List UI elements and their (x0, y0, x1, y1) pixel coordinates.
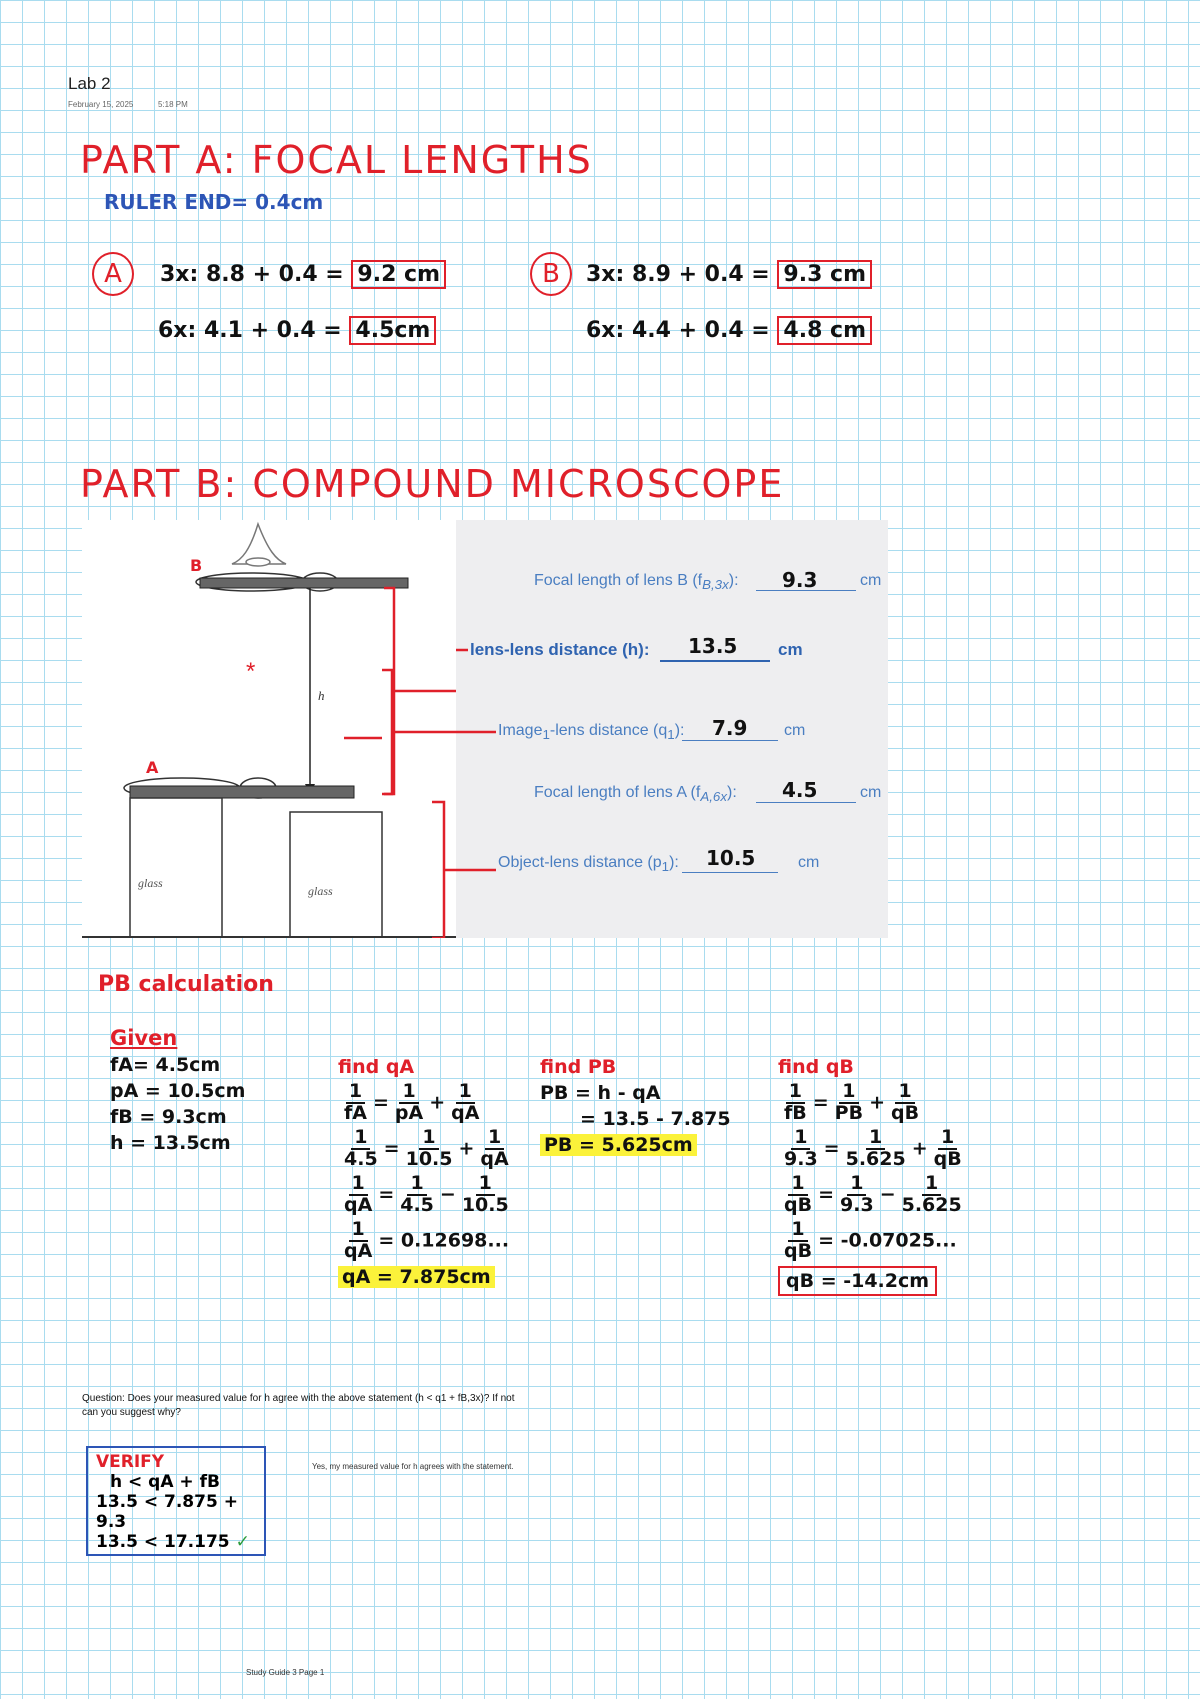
glass-block-left (130, 798, 222, 938)
lens-b-3x-equation (586, 262, 872, 287)
lens-a-3x-prefix: 3x: 8.8 + 0.4 = (160, 262, 344, 287)
calc-title: PB calculation (98, 972, 274, 997)
glass-label-left: glass (138, 876, 163, 890)
qa-approx: = 0.12698... (378, 1229, 510, 1252)
find-qb-block: find qB $\frac{1}{fB}$ = $\frac{1}{PB}$ + $\frac{1}{qB}$ $\frac{1}{9.3}$ = $\frac{1}{5.625}$ + $\frac{1}{qB}$ $\frac{1}{qB}$ = $\frac{1}{9.3}$ − $\frac{1}{5.625}$ $\frac{1}{qB}$ = -0.07025... qB = -14.2cm (778, 1056, 968, 1300)
given-line: fA= 4.5cm (110, 1054, 221, 1076)
lens-a-stage (130, 786, 354, 798)
object-distance-unit: cm (798, 854, 820, 871)
lens-a-6x-prefix: 6x: 4.1 + 0.4 = (158, 318, 342, 343)
verify-line: 13.5 < 7.875 + 9.3 (96, 1492, 238, 1532)
lens-distance-label: lens-lens distance (h): (470, 640, 650, 659)
pb-line1: PB = h - qA (540, 1082, 661, 1104)
h-label: h (318, 688, 325, 703)
verify-line: 13.5 < 17.175 (96, 1532, 230, 1552)
find-qa-heading: find qA (338, 1056, 415, 1078)
lens-b-6x-result: 4.8 cm (777, 316, 872, 345)
measurement-panel (456, 520, 888, 938)
find-qa-block: find qA $\frac{1}{fA}$ = $\frac{1}{pA}$ + $\frac{1}{qA}$ $\frac{1}{4.5}$ = $\frac{1}{10.5}$ + $\frac{1}{qA}$ $\frac{1}{qA}$ = $\frac{1}{4.5}$ − $\frac{1}{10.5}$ $\frac{1}{qA}$ = 0.12698... qA = 7.875cm (338, 1056, 515, 1292)
given-line: fB = 9.3cm (110, 1106, 227, 1128)
image-distance-unit: cm (784, 722, 806, 739)
part-a-heading: PART A: FOCAL LENGTHS (80, 138, 593, 182)
page-footer: Study Guide 3 Page 1 (246, 1668, 325, 1677)
lens-b-3x-prefix: 3x: 8.9 + 0.4 = (586, 262, 770, 287)
qb-result: qB = -14.2cm (778, 1266, 937, 1296)
pb-line2: = 13.5 - 7.875 (580, 1108, 731, 1130)
lens-b-stage (200, 578, 408, 588)
bracket-p1 (432, 802, 444, 938)
verify-box (86, 1446, 266, 1556)
part-b-heading: PART B: COMPOUND MICROSCOPE (80, 462, 785, 506)
bracket-q1 (382, 670, 392, 794)
page-time: 5:18 PM (158, 100, 188, 109)
focal-a-unit: cm (860, 784, 882, 801)
given-line: pA = 10.5cm (110, 1080, 246, 1102)
glass-label-right: glass (308, 884, 333, 898)
find-pb-block (540, 1056, 731, 1160)
lens-distance-unit: cm (778, 640, 803, 659)
focal-b-value: 9.3 (782, 568, 818, 592)
lens-a-3x-equation (160, 262, 446, 287)
ruler-end-note: RULER END= 0.4cm (104, 190, 324, 214)
qa-result: qA = 7.875cm (338, 1266, 495, 1288)
glass-block-right (290, 812, 382, 938)
question-text: Question: Does your measured value for h agree with the above statement (h < q1 + fB,3x)? If not can you suggest why? (82, 1393, 515, 1418)
focal-a-label: Focal length of lens A $(f_{A,6x})$: (534, 784, 737, 805)
diagram-lens-b-label: B (190, 556, 203, 575)
focal-b-unit: cm (860, 572, 882, 589)
qb-approx: = -0.07025... (818, 1229, 957, 1252)
lens-a-6x-result: 4.5cm (349, 316, 436, 345)
given-block (110, 1026, 245, 1158)
lens-b-3x-result: 9.3 cm (777, 260, 872, 289)
object-star-icon: * (246, 658, 256, 685)
verify-heading: VERIFY (96, 1452, 165, 1472)
lens-distance-value: 13.5 (688, 634, 738, 658)
verify-line: h < qA + fB (110, 1472, 220, 1492)
given-line: h = 13.5cm (110, 1132, 231, 1154)
check-icon: ✓ (235, 1532, 250, 1552)
object-distance-label: Object-lens distance $(p_1)$: (498, 854, 679, 875)
focal-a-value: 4.5 (782, 778, 818, 802)
lens-b-circle-label: B (530, 252, 572, 296)
lens-b-6x-prefix: 6x: 4.4 + 0.4 = (586, 318, 770, 343)
page-date: February 15, 2025 (68, 100, 134, 109)
object-distance-value: 10.5 (706, 846, 756, 870)
microscope-diagram (82, 520, 456, 938)
lens-b-6x-equation (586, 318, 872, 343)
find-qb-heading: find qB (778, 1056, 854, 1078)
image-distance-value: 7.9 (712, 716, 748, 740)
answer-text: Yes, my measured value for h agrees with the statement. (312, 1462, 514, 1471)
lens-a-6x-equation (158, 318, 436, 343)
diagram-lens-a-label: A (146, 758, 159, 777)
given-heading: Given (110, 1026, 178, 1050)
image-distance-label: Image$_1$-lens distance $(q_1)$: (498, 722, 685, 743)
page-title: Lab 2 (68, 74, 111, 93)
lens-a-3x-result: 9.2 cm (351, 260, 446, 289)
focal-b-label: Focal length of lens B $(f_{B,3x})$: (534, 572, 739, 593)
find-pb-heading: find PB (540, 1056, 617, 1078)
pb-result: PB = 5.625cm (540, 1134, 697, 1156)
lens-a-circle-label: A (92, 252, 134, 296)
